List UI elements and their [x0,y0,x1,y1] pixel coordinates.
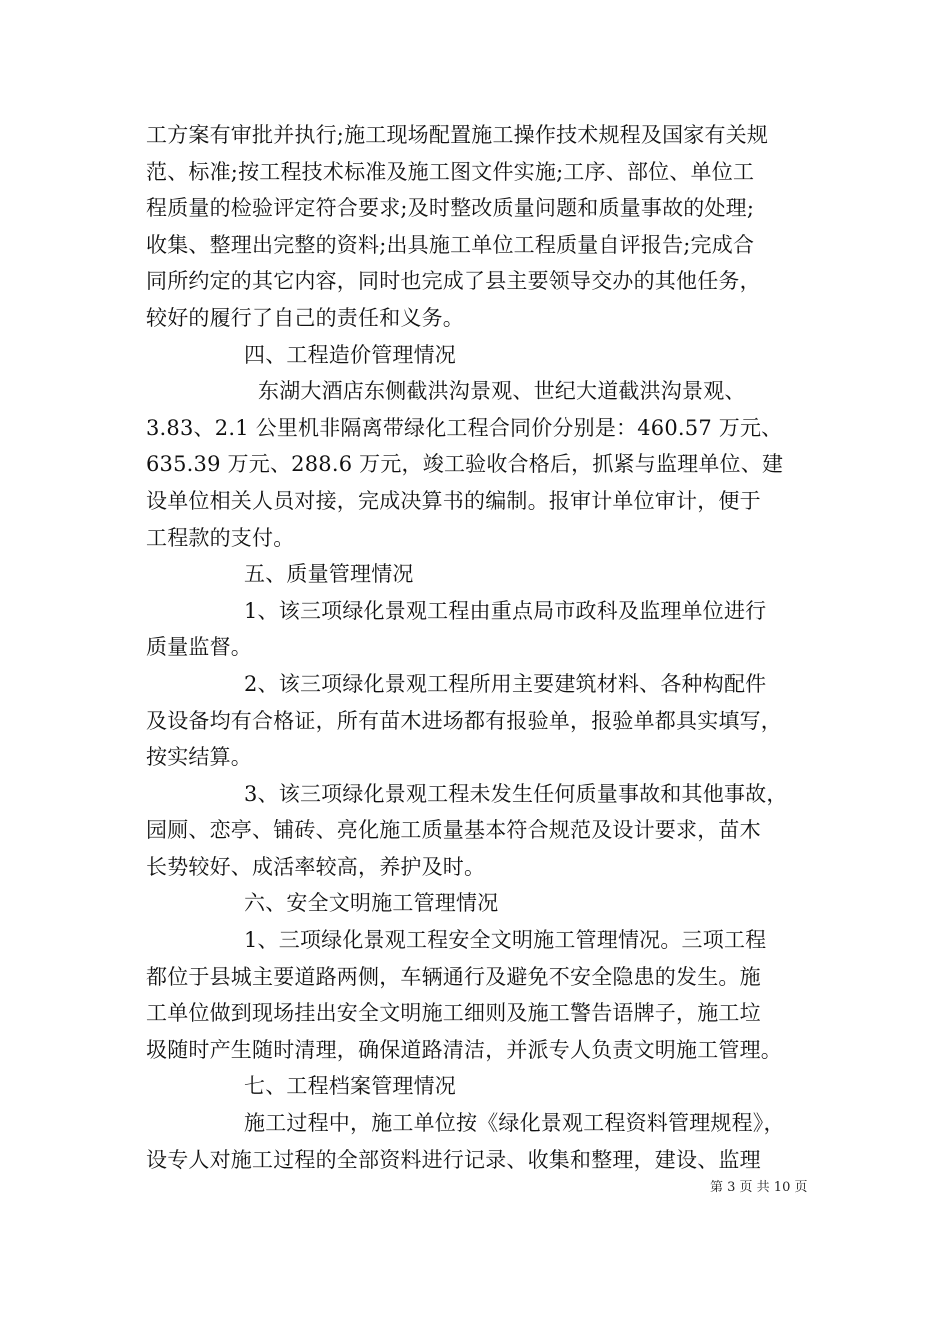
section-heading-quality: 五、质量管理情况 [244,562,414,587]
section-heading-archives: 七、工程档案管理情况 [244,1074,456,1099]
paragraph-line: 按实结算。 [146,745,252,770]
paragraph-line: 范、标准;按工程技术标准及施工图文件实施;工序、部位、单位工 [146,159,755,184]
paragraph-line: 东湖大酒店东侧截洪沟景观、世纪大道截洪沟景观、 [258,379,746,404]
paragraph-line: 2、该三项绿化景观工程所用主要建筑材料、各种构配件 [244,671,767,696]
paragraph-line: 都位于县城主要道路两侧，车辆通行及避免不安全隐患的发生。施 [146,964,761,989]
section-heading-safety: 六、安全文明施工管理情况 [244,891,499,916]
document-body [146,117,826,1178]
paragraph-line: 圾随时产生随时清理，确保道路清洁，并派专人负责文明施工管理。 [146,1037,782,1062]
paragraph-line: 及设备均有合格证，所有苗木进场都有报验单，报验单都具实填写， [146,708,782,733]
paragraph-line: 工程款的支付。 [146,525,295,550]
paragraph-line: 工方案有审批并执行;施工现场配置施工操作技术规程及国家有关规 [146,123,769,147]
paragraph-line: 设专人对施工过程的全部资料进行记录、收集和整理，建设、监理 [146,1147,761,1172]
paragraph-line: 同所约定的其它内容，同时也完成了县主要领导交办的其他任务， [146,269,761,294]
paragraph-line: 3、该三项绿化景观工程未发生任何质量事故和其他事故， [244,781,788,806]
paragraph-line: 质量监督。 [146,635,252,660]
paragraph-line: 工单位做到现场挂出安全文明施工细则及施工警告语牌子，施工垃 [146,1001,761,1026]
paragraph-line: 园厕、恋亭、铺砖、亮化施工质量基本符合规范及设计要求，苗木 [146,818,761,843]
page-number-footer: 第 3 页 共 10 页 [710,1180,808,1195]
paragraph-line: 1、三项绿化景观工程安全文明施工管理情况。三项工程 [244,928,767,953]
paragraph-line: 长势较好、成活率较高，养护及时。 [146,854,486,879]
paragraph-line: 设单位相关人员对接，完成决算书的编制。报审计单位审计，便于 [146,488,761,513]
paragraph-line: 较好的履行了自己的责任和义务。 [146,305,464,330]
paragraph-line: 程质量的检验评定符合要求;及时整改质量问题和质量事故的处理; [146,196,755,221]
section-heading-cost: 四、工程造价管理情况 [244,342,456,367]
paragraph-line: 635.39 万元、288.6 万元，竣工验收合格后，抓紧与监理单位、建 [146,452,784,477]
paragraph-line: 1、该三项绿化景观工程由重点局市政科及监理单位进行 [244,598,767,623]
paragraph-line: 收集、整理出完整的资料;出具施工单位工程质量自评报告;完成合 [146,232,755,257]
paragraph-line: 3.83、2.1 公里机非隔离带绿化工程合同价分别是：460.57 万元、 [146,415,783,440]
paragraph-line: 施工过程中，施工单位按《绿化景观工程资料管理规程》， [244,1111,785,1136]
